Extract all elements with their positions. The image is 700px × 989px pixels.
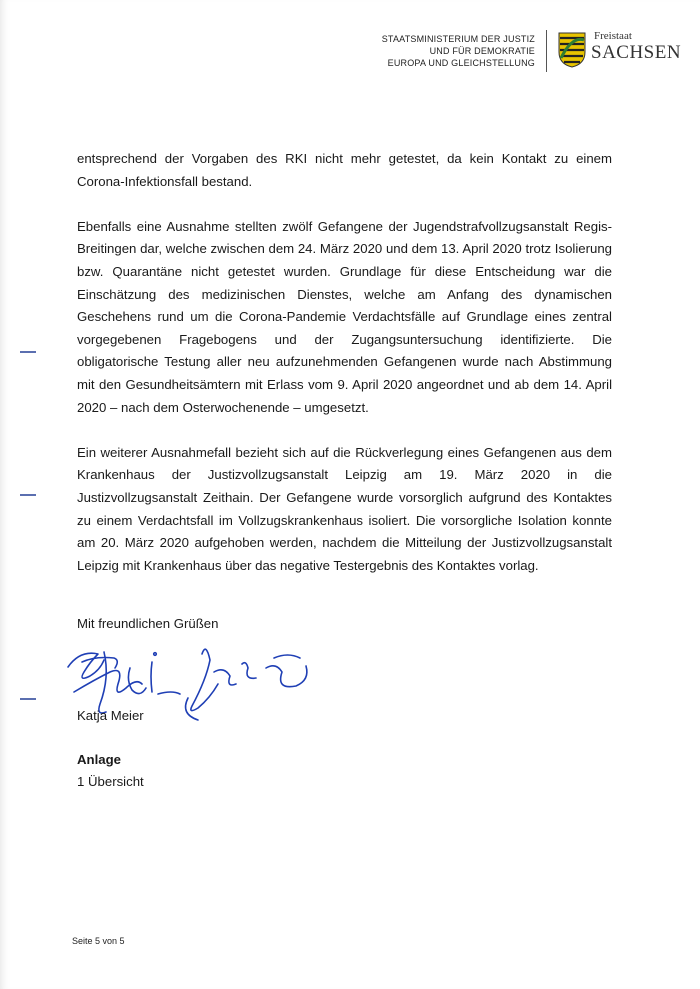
ministry-line: UND FÜR DEMOKRATIE — [429, 46, 535, 56]
paragraph: entsprechend der Vorgaben des RKI nicht mehr getestet, da kein Kontakt zu einem Corona-Infektionsfall bestand. — [77, 151, 612, 189]
letter-body — [77, 148, 612, 600]
ministry-line: EUROPA UND GLEICHSTELLUNG — [387, 58, 535, 68]
state-label-small: Freistaat — [594, 30, 632, 42]
ministry-line: STAATSMINISTERIUM DER JUSTIZ — [381, 34, 535, 44]
margin-mark — [20, 698, 36, 700]
header-divider — [546, 30, 547, 72]
ministry-name — [382, 33, 535, 69]
annex-item: 1 Übersicht — [77, 774, 144, 789]
closing-salutation: Mit freundlichen Grüßen — [77, 616, 219, 631]
coat-of-arms-icon — [558, 32, 586, 68]
margin-mark — [20, 494, 36, 496]
state-label-big: SACHSEN — [591, 42, 682, 63]
margin-mark — [20, 351, 36, 353]
paragraph: Ebenfalls eine Ausnahme stellten zwölf Gefangene der Jugendstrafvollzugsanstalt Regis-Breitingen dar, welche zwischen dem 24. März 2020 und dem 13. April 2020 trotz Isolierung bzw. Quarantäne nicht getestet wurden. Grundlage für diese Entscheidung war die Einschätzung des medizinischen Dienstes, welche am Anfang des dynamischen Geschehens rund um die Corona-Pandemie Verdachtsfälle auf Grundlage eines zentral vorgegebenen Fragebogens und der Zugangsuntersuchung identifizierte. Die obligatorische Testung aller neu aufzunehmenden Gefangenen wurde nach Abstimmung mit den Gesundheitsämtern mit Erlass vom 9. April 2020 angeordnet und ab dem 14. April 2020 – nach dem Osterwochenende – umgesetzt. — [77, 218, 612, 415]
signer-name: Katja Meier — [77, 708, 144, 723]
paragraph: Ein weiterer Ausnahmefall bezieht sich auf die Rückverlegung eines Gefangenen aus dem Krankenhaus der Justizvollzugsanstalt Leipzig am 19. März 2020 in die Justizvollzugsanstalt Zeithain. Der Gefangene wurde vorsorglich aufgrund des Kontaktes zu einem Verdachtsfall im Vollzugskrankenhaus isoliert. Die vorsorgliche Isolation konnte am 20. März 2020 aufgehoben werden, nachdem die Mitteilung der Justizvollzugsanstalt Leipzig mit Krankenhaus über das negative Testergebnis des Kontaktes vorlag. — [77, 444, 612, 573]
page-number: Seite 5 von 5 — [72, 936, 125, 946]
annex-title: Anlage — [77, 752, 121, 767]
